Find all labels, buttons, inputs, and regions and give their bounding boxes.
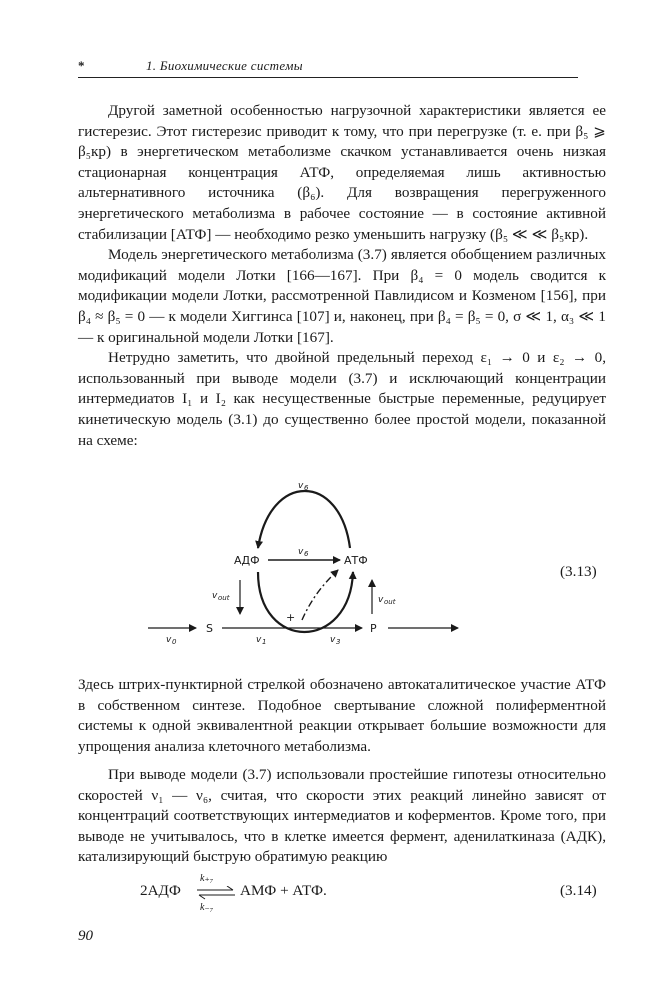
- equilibrium-arrows: [195, 886, 237, 900]
- label-vout-right: v: [378, 595, 384, 605]
- label-v6-top: v: [298, 481, 304, 491]
- equation-number-3-14: (3.14): [560, 882, 597, 899]
- reaction-scheme-svg: [140, 472, 500, 652]
- label-v0: v: [166, 635, 172, 645]
- equation-3-14: [140, 873, 440, 913]
- reaction-scheme-diagram: [140, 472, 500, 652]
- label-adf: АДФ: [234, 554, 260, 567]
- label-v3: v: [330, 635, 336, 645]
- chapter-title: 1. Биохимические системы: [146, 58, 303, 73]
- arc-bottom: [258, 572, 353, 632]
- text-block-top: [78, 101, 606, 451]
- header-rule: [78, 77, 578, 78]
- paragraph-hypotheses: При выводе модели (3.7) использовали простейшие гипотезы относительно скоростей ν₁ — ν₆, считая, что скорости этих реакций линейно зависят от концентраций соответствующих интермедиатов и коферментов. Кроме того, при выводе не учитывалось, что в клетке имеется фермент, аденилаткиназа (АДК), катализирующий быструю обратимую реакцию: [78, 766, 606, 866]
- label-atf: АТФ: [344, 554, 368, 567]
- label-v1: v: [256, 635, 262, 645]
- label-s: S: [206, 622, 213, 635]
- label-vout-left-sub: out: [218, 594, 230, 602]
- label-v1-sub: 1: [262, 638, 267, 646]
- equation-number-3-13: (3.13): [560, 563, 597, 580]
- text-block-middle: [78, 675, 606, 757]
- rate-constant-forward: k₊₇: [200, 873, 214, 884]
- paragraph-limit-transition: Нетрудно заметить, что двойной предельный переход ε₁ → 0 и ε₂ → 0, использованный при выводе модели (3.7) и исключающий концентрации интермедиатов I₁ и I₂ как несущественные быстрые переменные, редуцирует кинетическую модель (3.1) до существенно более простой модели, показанной на схеме:: [78, 349, 606, 449]
- autocatalytic-arrow: [302, 570, 338, 620]
- equation-rhs: АМФ + АТФ.: [240, 882, 327, 899]
- label-plus: +: [286, 611, 296, 624]
- label-v0-sub: 0: [172, 638, 177, 646]
- text-block-bottom: [78, 765, 606, 868]
- label-v6-top-sub: 6: [304, 484, 309, 492]
- label-vout-right-sub: out: [384, 598, 396, 606]
- header-star: *: [78, 58, 85, 73]
- label-vout-left: v: [212, 591, 218, 601]
- label-p: P: [370, 622, 377, 635]
- paragraph-hysteresis: Другой заметной особенностью нагрузочной характеристики является ее гистерезис. Этот гистерезис приводит к тому, что при перегрузке (т. е. при β₅ ⩾ β₅кр) в энергетическом метаболизме скачком устанавливается очень низкая стационарная концентрация АТФ, определяемая лишь активностью альтернативного источника (β₆). Для возвращения перегруженного энергетического метаболизма в рабочее состояние — в состояние активной стабилизации [АТФ] — необходимо резко уменьшить нагрузку (β₅ ≪ ≪ β₅кр).: [78, 102, 606, 243]
- paragraph-autocatalysis: Здесь штрих-пунктирной стрелкой обозначено автокаталитическое участие АТФ в собственном синтезе. Подобное свертывание сложной полиферментной системы к одной эквивалентной реакции открывает большие возможности для упрощения анализа клеточного метаболизма.: [78, 676, 606, 755]
- label-v3-sub: 3: [336, 638, 341, 646]
- rate-constant-reverse: k₋₇: [200, 902, 214, 913]
- paragraph-lotka-model: Модель энергетического метаболизма (3.7) является обобщением различных модификаций модели Лотки [166—167]. При β₄ = 0 модель сводится к модификации модели Лотки, рассмотренной Павлидисом и Козменом [156], при β₄ ≈ β₅ = 0 — к модели Хиггинса [107] и, наконец, при β₄ = β₅ = 0, σ ≪ 1, α₃ ≪ 1 — к оригинальной модели Лотки [167].: [78, 246, 606, 346]
- equation-lhs: 2АДФ: [140, 882, 181, 899]
- arc-v6-top: [258, 491, 350, 548]
- page-number: 90: [78, 928, 93, 944]
- label-v6-mid-sub: 6: [304, 550, 309, 558]
- label-v6-mid: v: [298, 547, 304, 557]
